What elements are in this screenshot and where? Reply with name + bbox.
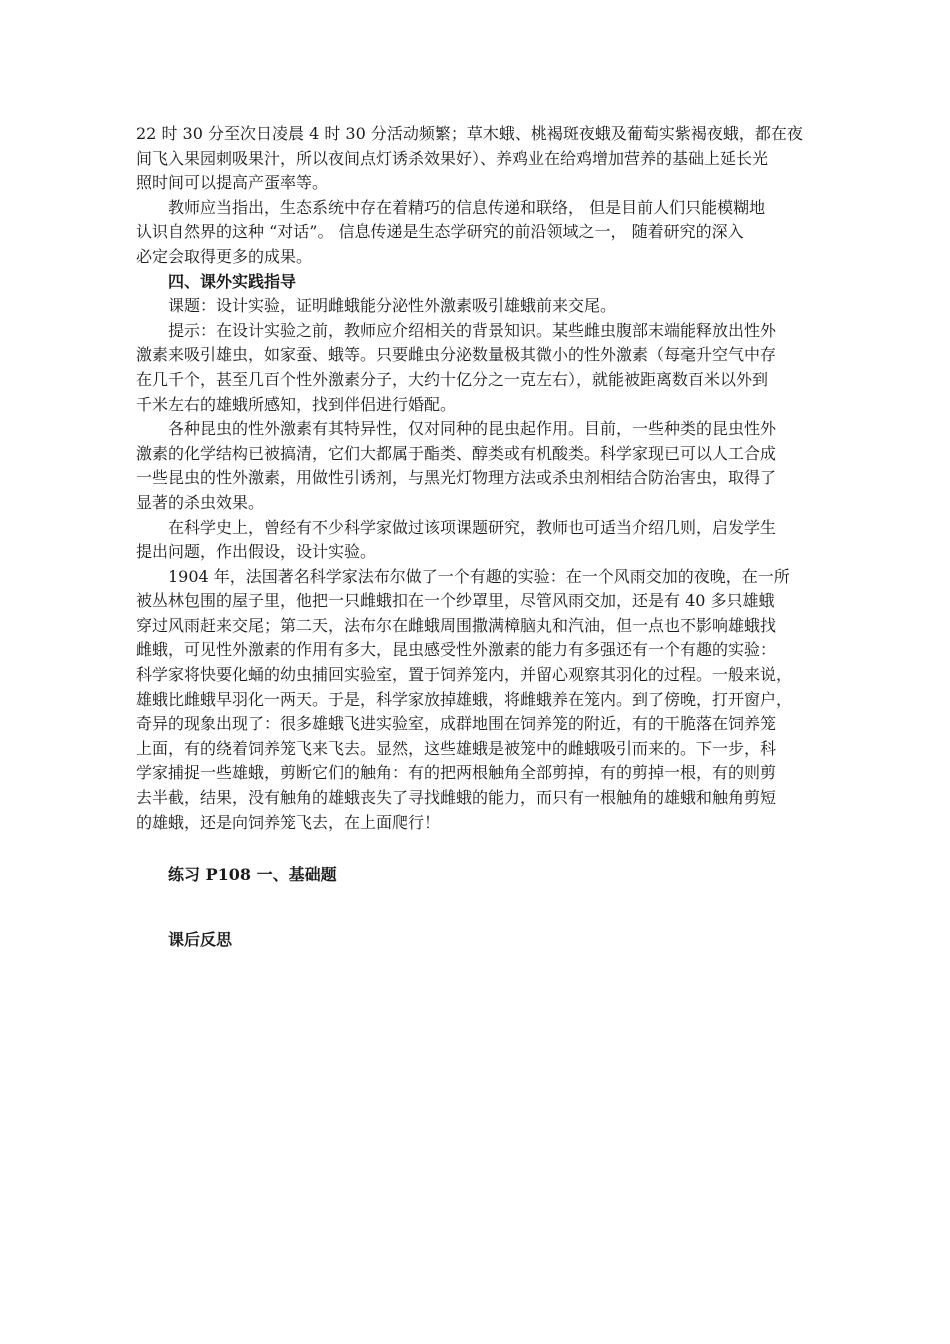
text-line: 照时间可以提高产蛋率等。 bbox=[136, 173, 329, 193]
text-line: 激素来吸引雄虫，如家蚕、蛾等。只要雌虫分泌数量极其微小的性外激素（每毫升空气中存 bbox=[136, 345, 777, 365]
document-page bbox=[136, 122, 826, 952]
text-line: 一些昆虫的性外激素，用做性引诱剂，与黑光灯物理方法或杀虫剂相结合防治害虫，取得了 bbox=[136, 468, 777, 488]
text-line: 去半截，结果，没有触角的雄蛾丧失了寻找雌蛾的能力，而只有一根触角的雄蛾和触角剪短 bbox=[136, 788, 777, 808]
paragraph-hint bbox=[136, 319, 826, 417]
text-line: 认识自然界的这种 “对话”。 信息传递是生态学研究的前沿领域之一， 随着研究的深入 bbox=[136, 222, 744, 242]
text-line: 必定会取得更多的成果。 bbox=[136, 246, 313, 266]
text-line: 科学家将快要化蛹的幼虫捕回实验室，置于饲养笼内，并留心观察其羽化的过程。一般来说， bbox=[136, 665, 793, 685]
text-line: 千米左右的雄蛾所感知，找到伴侣进行婚配。 bbox=[136, 394, 457, 414]
paragraph-fabre-experiment bbox=[136, 565, 826, 836]
text-line: 被丛林包围的屋子里，他把一只雌蛾扣在一个纱罩里，尽管风雨交加，还是有 40 多只雄蛾 bbox=[136, 591, 775, 611]
exercise-heading: 练习 P108 一、基础题 bbox=[168, 865, 337, 885]
text-line: 提出问题，作出假设，设计实验。 bbox=[136, 542, 377, 562]
reflection-heading: 课后反思 bbox=[168, 929, 233, 949]
text-line: 穿过风雨赶来交尾；第二天，法布尔在雌蛾周围撒满樟脑丸和汽油，但一点也不影响雄蛾找 bbox=[136, 615, 777, 635]
paragraph-history bbox=[136, 516, 826, 565]
text-line: 22 时 30 分至次日凌晨 4 时 30 分活动频繁；草木蛾、桃褐斑夜蛾及葡萄实紫褐夜蛾，都在夜 bbox=[136, 124, 803, 143]
paragraph-specificity bbox=[136, 417, 826, 515]
text-line: 奇异的现象出现了：很多雄蛾飞进实验室，成群地围在饲养笼的附近，有的干脆落在饲养笼 bbox=[136, 714, 777, 734]
text-line: 1904 年，法国著名科学家法布尔做了一个有趣的实验：在一个风雨交加的夜晚，在一所 bbox=[168, 566, 790, 586]
text-line: 在科学史上，曾经有不少科学家做过该项课题研究，教师也可适当介绍几则，启发学生 bbox=[168, 517, 777, 537]
text-line: 显著的杀虫效果。 bbox=[136, 492, 265, 512]
text-line: 各种昆虫的性外激素有其特异性，仅对同种的昆虫起作用。目前，一些种类的昆虫性外 bbox=[168, 419, 777, 439]
paragraph-teacher-note bbox=[136, 196, 826, 270]
text-line: 教师应当指出，生态系统中存在着精巧的信息传递和联络， 但是目前人们只能模糊地 bbox=[168, 197, 766, 217]
paragraph-topic: 课题：设计实验，证明雌蛾能分泌性外激素吸引雄蛾前来交尾。 bbox=[168, 296, 617, 316]
section-heading-practice: 四、课外实践指导 bbox=[168, 271, 297, 291]
text-line: 雄蛾比雌蛾早羽化一两天。于是，科学家放掉雄蛾，将雌蛾养在笼内。到了傍晚，打开窗户， bbox=[136, 689, 793, 709]
text-line: 在几千个，甚至几百个性外激素分子，大约十亿分之一克左右），就能被距离数百米以外到 bbox=[136, 369, 769, 389]
text-line: 上面，有的绕着饲养笼飞来飞去。显然，这些雄蛾是被笼中的雌蛾吸引而来的。下一步，科 bbox=[136, 738, 777, 758]
text-line: 雌蛾，可见性外激素的作用有多大，昆虫感受性外激素的能力有多强还有一个有趣的实验： bbox=[136, 640, 777, 660]
text-line: 间飞入果园刺吸果汁，所以夜间点灯诱杀效果好）、养鸡业在给鸡增加营养的基础上延长光 bbox=[136, 148, 769, 168]
paragraph-light-usage bbox=[136, 122, 826, 196]
text-line: 激素的化学结构已被搞清，它们大都属于酯类、醇类或有机酸类。科学家现已可以人工合成 bbox=[136, 443, 777, 463]
text-line: 提示：在设计实验之前，教师应介绍相关的背景知识。某些雌虫腹部末端能释放出性外 bbox=[168, 320, 777, 340]
text-line: 学家捕捉一些雄蛾，剪断它们的触角：有的把两根触角全部剪掉，有的剪掉一根，有的则剪 bbox=[136, 763, 777, 783]
text-line: 的雄蛾，还是向饲养笼飞去，在上面爬行！ bbox=[136, 812, 441, 832]
